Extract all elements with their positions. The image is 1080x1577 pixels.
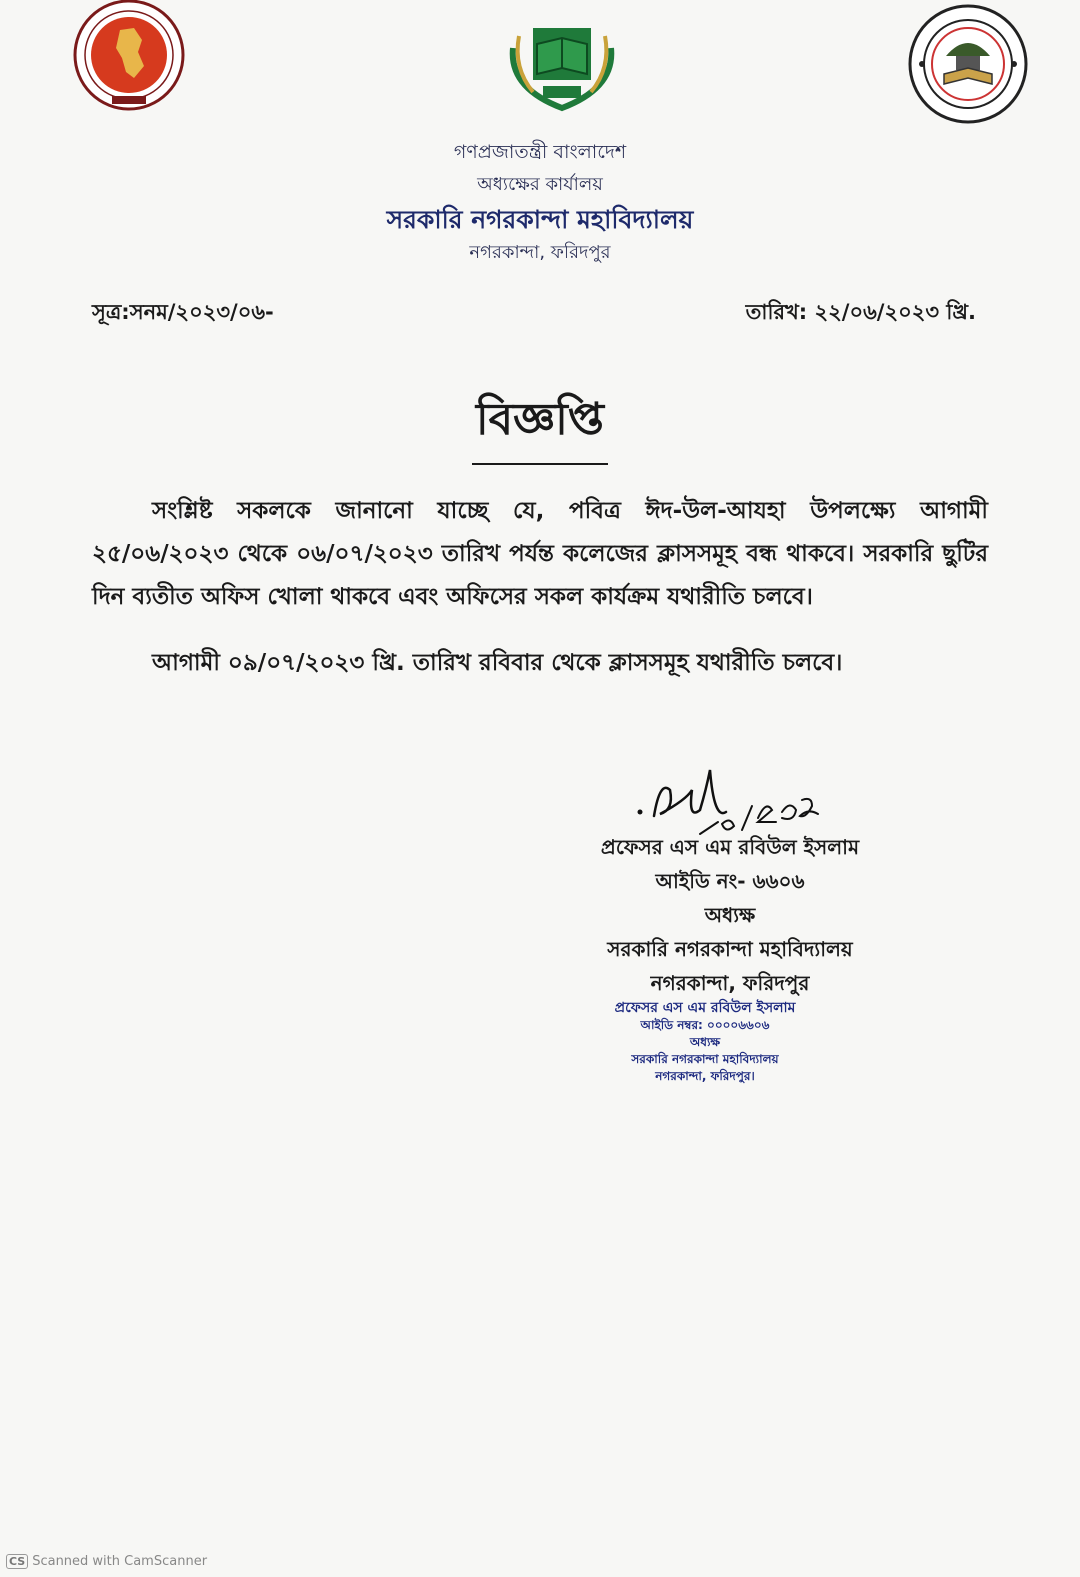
- signatory-name: প্রফেসর এস এম রবিউল ইসলাম: [600, 835, 860, 859]
- header-address: নগরকান্দা, ফরিদপুর: [469, 242, 611, 263]
- stamp-institution: সরকারি নগরকান্দা মহাবিদ্যালয়: [631, 1052, 779, 1066]
- stamp-designation: অধ্যক্ষ: [689, 1035, 721, 1049]
- education-board-emblem-icon: [503, 8, 621, 112]
- signatory-designation: অধ্যক্ষ: [704, 903, 756, 927]
- camscanner-icon: CS: [6, 1554, 28, 1569]
- signatory-id: আইডি নং- ৬৬০৬: [655, 869, 805, 893]
- header-country: গণপ্রজাতন্ত্রী বাংলাদেশ: [453, 141, 627, 163]
- stamp-name: প্রফেসর এস এম রবিউল ইসলাম: [614, 1000, 796, 1016]
- scanner-watermark: [6, 1554, 207, 1569]
- body-paragraph-2: আগামী ০৯/০৭/২০২৩ খ্রি. তারিখ রবিবার থেকে ক্লাসসমূহ যথারীতি চলবে।: [152, 650, 843, 676]
- notice-title-text: বিজ্ঞপ্তি: [472, 386, 608, 465]
- notice-title: [0, 386, 1080, 465]
- header-institution: সরকারি নগরকান্দা মহাবিদ্যালয়: [386, 205, 694, 234]
- header-office: অধ্যক্ষের কার্যালয়: [477, 174, 603, 195]
- official-stamp: [590, 1000, 820, 1085]
- reference-number: সূত্র:সনম/২০২৩/০৬-: [92, 300, 274, 324]
- signatory-details: [560, 830, 900, 1000]
- notice-date: তারিখ: ২২/০৬/২০২৩ খ্রি.: [745, 300, 976, 324]
- stamp-id: আইডি নম্বর: ০০০০৬৬০৬: [640, 1018, 770, 1032]
- signatory-institution: সরকারি নগরকান্দা মহাবিদ্যালয়: [607, 937, 853, 961]
- college-crest-icon: [906, 2, 1030, 126]
- stamp-address: নগরকান্দা, ফরিদপুর।: [655, 1069, 755, 1083]
- scanner-text: Scanned with CamScanner: [32, 1554, 208, 1569]
- body-paragraph-1: সংশ্লিষ্ট সকলকে জানানো যাচ্ছে যে, পবিত্র ঈদ-উল-আযহা উপলক্ষ্যে আগামী ২৫/০৬/২০২৩ থেকে ০৬/০৭/২০২৩ তারিখ পর্যন্ত কলেজের ক্লাসসমূহ বন্ধ থাকবে। সরকারি ছুটির দিন ব্যতীত অফিস খোলা থাকবে এবং অফিসের সকল কার্যক্রম যথারীতি চলবে।: [92, 498, 988, 610]
- signatory-address: নগরকান্দা, ফরিদপুর: [650, 971, 810, 995]
- bangladesh-government-seal-icon: [72, 0, 186, 114]
